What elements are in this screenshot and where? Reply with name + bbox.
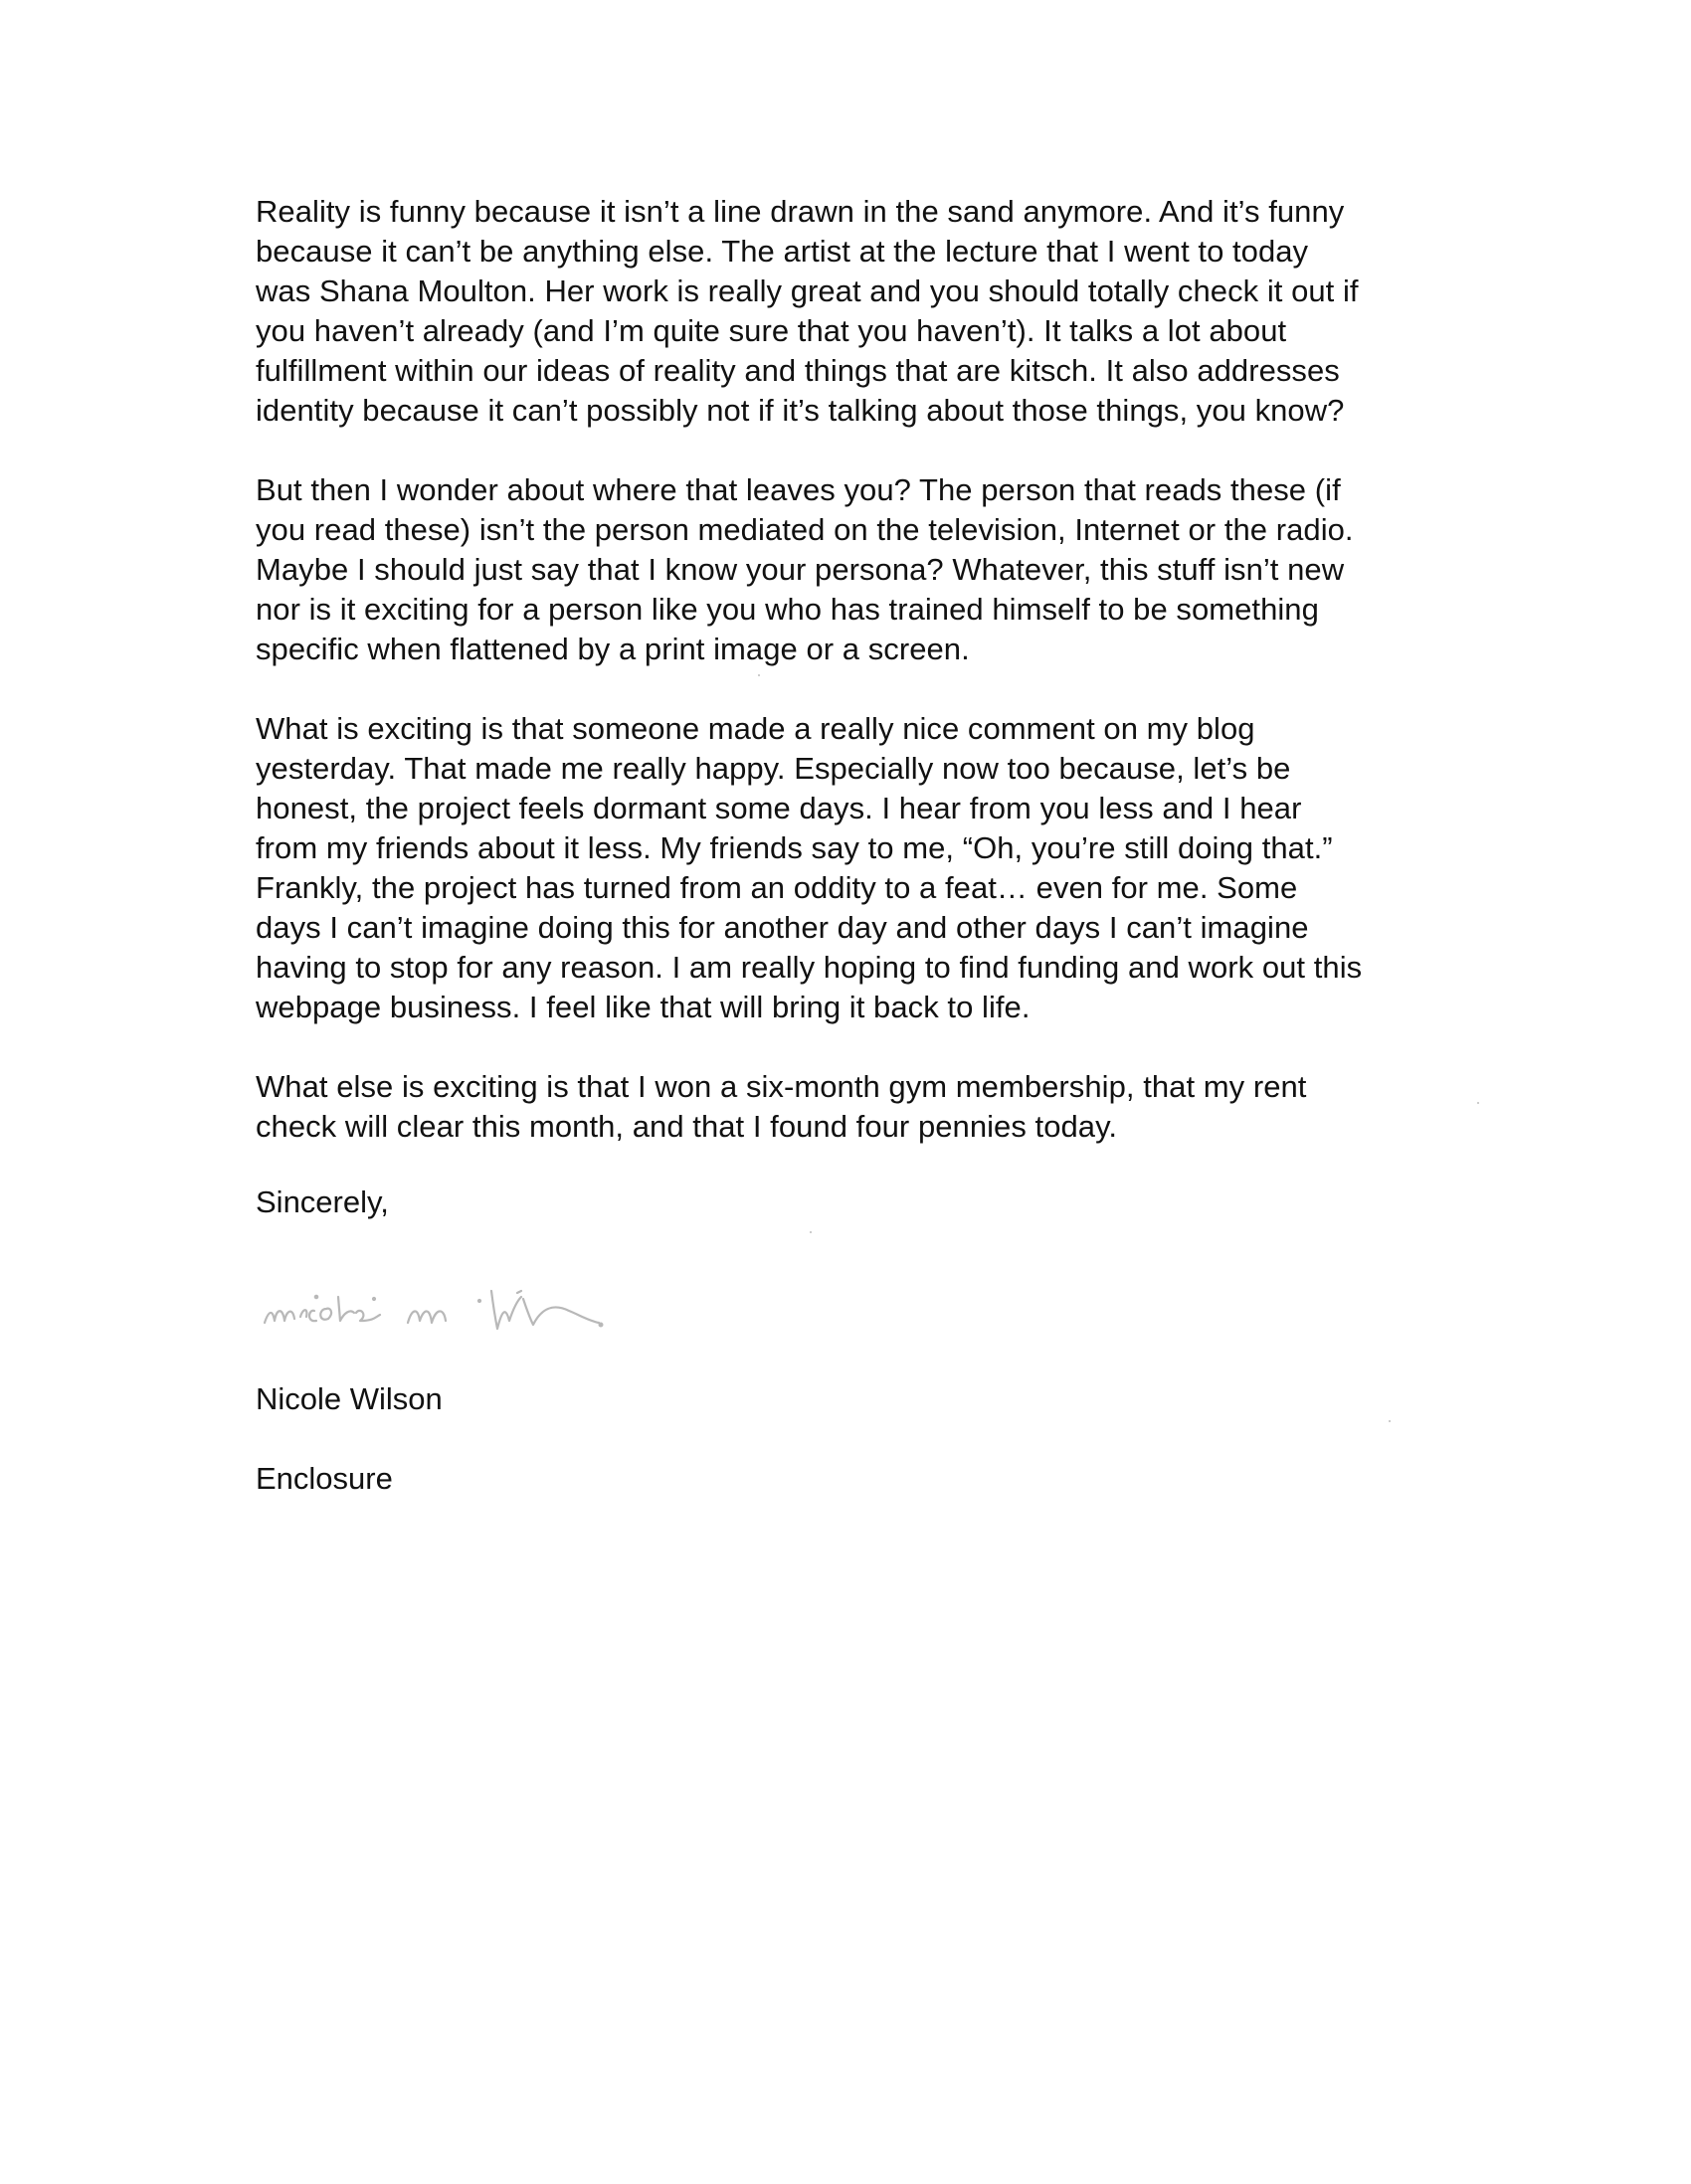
paragraph-line: What else is exciting is that I won a six-month gym membership, that my rent [256,1069,1307,1104]
paragraph-line: identity because it can’t possibly not if it’s talking about those things, you know? [256,393,1345,428]
paragraph-line: yesterday. That made me really happy. Especially now too because, let’s be [256,751,1291,786]
closing-salutation: Sincerely, [256,1184,389,1219]
signature-image [257,1251,774,1351]
paragraph-line: Reality is funny because it isn’t a line drawn in the sand anymore. And it’s funny [256,194,1345,229]
paragraph-line: from my friends about it less. My friends say to me, “Oh, you’re still doing that.” [256,830,1333,865]
signatory-name: Nicole Wilson [256,1381,443,1416]
paragraph-line: fulfillment within our ideas of reality and things that are kitsch. It also addresses [256,353,1340,388]
scan-speck [1477,1102,1479,1104]
paragraph-line: What is exciting is that someone made a really nice comment on my blog [256,711,1255,746]
paragraph-line: honest, the project feels dormant some days. I hear from you less and I hear [256,791,1302,825]
paragraph-reality [256,192,1479,431]
paragraph-line: webpage business. I feel like that will bring it back to life. [256,990,1031,1024]
scan-speck [810,1231,812,1233]
scan-speck [758,674,760,676]
paragraph-line: Maybe I should just say that I know your persona? Whatever, this stuff isn’t new [256,552,1345,587]
handwritten-signature [257,1251,774,1351]
letter-body [256,192,1479,1186]
scan-speck [1389,1420,1391,1422]
paragraph-line: Frankly, the project has turned from an oddity to a feat… even for me. Some [256,870,1298,905]
paragraph-line: But then I wonder about where that leaves you? The person that reads these (if [256,472,1341,507]
paragraph-line: was Shana Moulton. Her work is really great and you should totally check it out if [256,273,1359,308]
paragraph-line: nor is it exciting for a person like you who has trained himself to be something [256,592,1319,627]
enclosure-note: Enclosure [256,1461,393,1496]
paragraph-line: days I can’t imagine doing this for another day and other days I can’t imagine [256,910,1309,945]
paragraph-line: because it can’t be anything else. The artist at the lecture that I went to today [256,234,1309,269]
paragraph-line: you read these) isn’t the person mediated on the television, Internet or the radio. [256,512,1354,547]
paragraph-line: specific when flattened by a print image or a screen. [256,632,970,666]
paragraph-blog-comment [256,709,1479,1027]
paragraph-line: you haven’t already (and I’m quite sure that you haven’t). It talks a lot about [256,313,1287,348]
paragraph-line: having to stop for any reason. I am really hoping to find funding and work out this [256,950,1363,985]
paragraph-persona [256,470,1479,669]
paragraph-good-news [256,1067,1479,1147]
paragraph-line: check will clear this month, and that I found four pennies today. [256,1109,1117,1144]
